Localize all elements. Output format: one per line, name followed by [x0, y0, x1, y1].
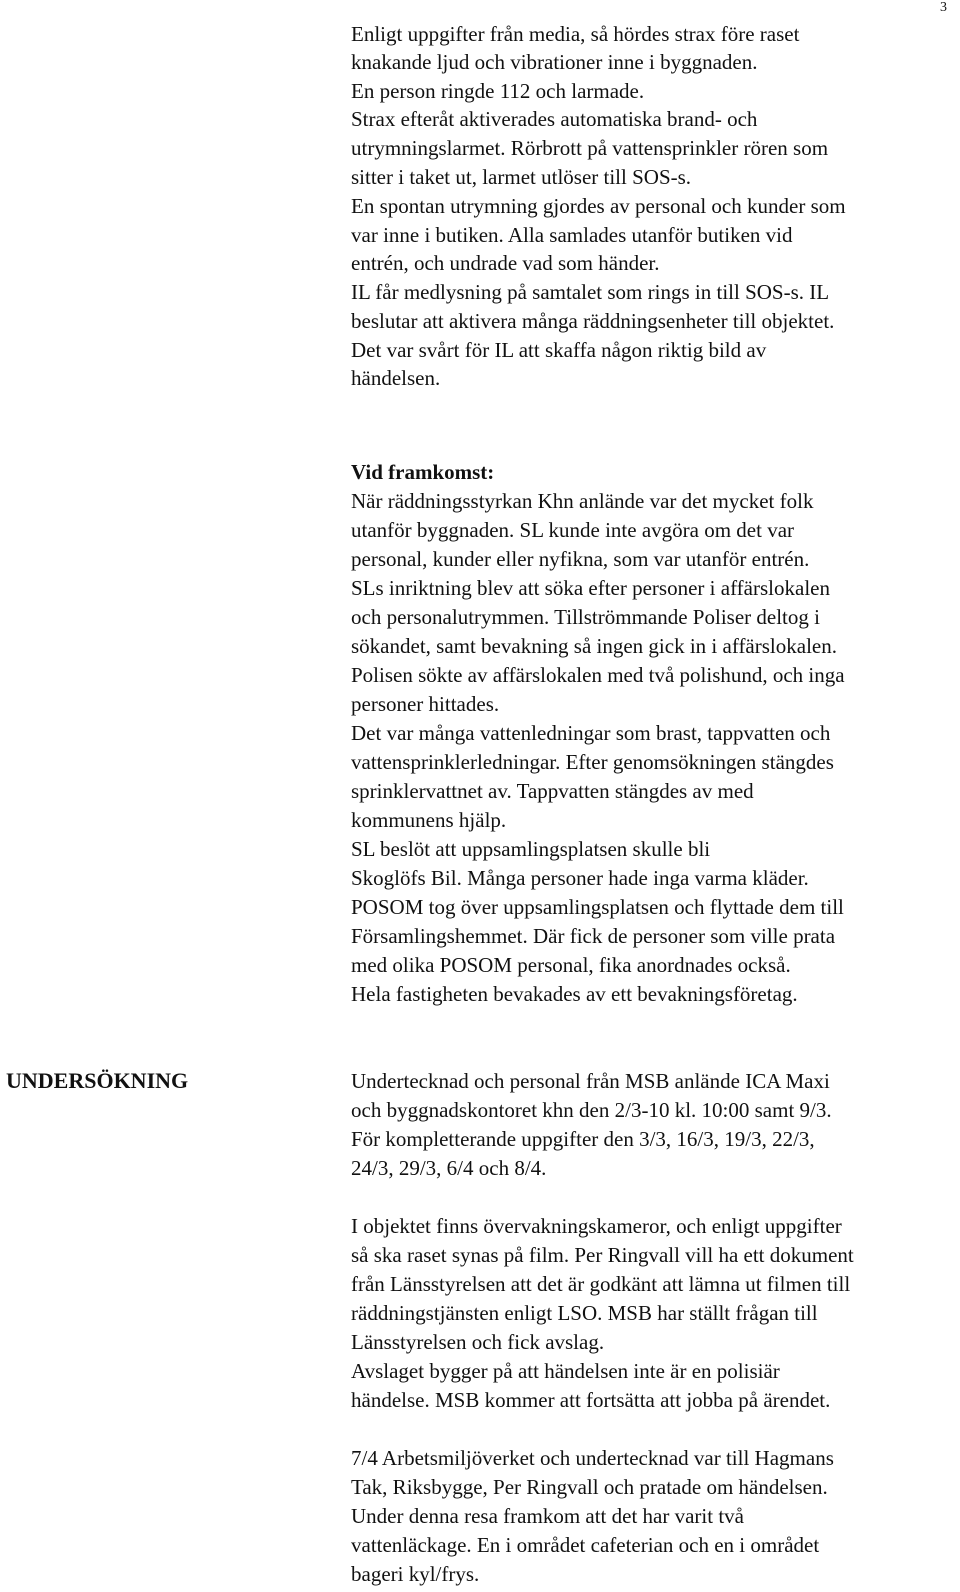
text-line: vattenläckage. En i området cafeterian och en i området [351, 1533, 820, 1557]
text-line: Enligt uppgifter från media, så hördes strax före raset [351, 22, 800, 46]
investigation-section-label: UNDERSÖKNING [6, 1068, 189, 1093]
text-line: Skoglöfs Bil. Många personer hade inga varma kläder. [351, 866, 809, 890]
text-line: För kompletterande uppgifter den 3/3, 16/3, 19/3, 22/3, [351, 1127, 815, 1151]
text-line: så ska raset synas på film. Per Ringvall vill ha ett dokument [351, 1243, 854, 1267]
text-line: En spontan utrymning gjordes av personal och kunder som [351, 194, 846, 218]
text-line: kommunens hjälp. [351, 808, 507, 832]
text-line: Under denna resa framkom att det har varit två [351, 1504, 745, 1528]
text-line: Församlingshemmet. Där fick de personer som ville prata [351, 924, 836, 948]
text-line: Polisen sökte av affärslokalen med två polishund, och inga [351, 663, 845, 687]
text-line: med olika POSOM personal, fika anordnades också. [351, 953, 791, 977]
text-line: räddningstjänsten enligt LSO. MSB har ställt frågan till [351, 1301, 818, 1325]
text-line: sökandet, samt bevakning så ingen gick in i affärslokalen. [351, 634, 837, 658]
text-line: knakande ljud och vibrationer inne i byggnaden. [351, 50, 758, 74]
text-line: 7/4 Arbetsmiljöverket och undertecknad var till Hagmans [351, 1446, 834, 1470]
text-line: sitter i taket ut, larmet utlöser till SOS-s. [351, 165, 692, 189]
page-number: 3 [940, 0, 947, 15]
text-line: händelsen. [351, 366, 441, 390]
text-line: När räddningsstyrkan Khn anlände var det mycket folk [351, 489, 814, 513]
text-line: SLs inriktning blev att söka efter personer i affärslokalen [351, 576, 830, 600]
text-line: SL beslöt att uppsamlingsplatsen skulle bli [351, 837, 711, 861]
text-line: från Länsstyrelsen att det är godkänt att lämna ut filmen till [351, 1272, 851, 1296]
text-line: vattensprinklerledningar. Efter genomsökningen stängdes [351, 750, 834, 774]
text-line: och personalutrymmen. Tillströmmande Poliser deltog i [351, 605, 820, 629]
text-line: I objektet finns övervakningskameror, och enligt uppgifter [351, 1214, 842, 1238]
arrival-heading: Vid framkomst: [351, 460, 495, 484]
text-line: Det var många vattenledningar som brast, tappvatten och [351, 721, 831, 745]
text-line: Avslaget bygger på att händelsen inte är en polisiär [351, 1359, 780, 1383]
text-line: sprinklervattnet av. Tappvatten stängdes av med [351, 779, 754, 803]
text-line: personer hittades. [351, 692, 500, 716]
text-line: bageri kyl/frys. [351, 1562, 480, 1586]
text-line: Tak, Riksbygge, Per Ringvall och pratade om händelsen. [351, 1475, 828, 1499]
text-line: utrymningslarmet. Rörbrott på vattensprinkler rören som [351, 136, 829, 160]
text-line: entrén, och undrade vad som händer. [351, 251, 660, 275]
text-line: IL får medlysning på samtalet som rings in till SOS-s. IL [351, 280, 830, 304]
text-line: personal, kunder eller nyfikna, som var utanför entrén. [351, 547, 810, 571]
text-line: 24/3, 29/3, 6/4 och 8/4. [351, 1156, 547, 1180]
text-line: beslutar att aktivera många räddningsenheter till objektet. [351, 309, 835, 333]
text-line: Länsstyrelsen och fick avslag. [351, 1330, 605, 1354]
text-line: Det var svårt för IL att skaffa någon riktig bild av [351, 338, 767, 362]
text-line: händelse. MSB kommer att fortsätta att jobba på ärendet. [351, 1388, 831, 1412]
text-line: Strax efteråt aktiverades automatiska brand- och [351, 107, 758, 131]
text-line: utanför byggnaden. SL kunde inte avgöra om det var [351, 518, 795, 542]
text-line: Hela fastigheten bevakades av ett bevakningsföretag. [351, 982, 798, 1006]
text-line: En person ringde 112 och larmade. [351, 79, 645, 103]
text-line: var inne i butiken. Alla samlades utanför butiken vid [351, 223, 793, 247]
text-line: Undertecknad och personal från MSB anlände ICA Maxi [351, 1069, 830, 1093]
text-line: och byggnadskontoret khn den 2/3-10 kl. 10:00 samt 9/3. [351, 1098, 832, 1122]
text-line: POSOM tog över uppsamlingsplatsen och flyttade dem till [351, 895, 844, 919]
